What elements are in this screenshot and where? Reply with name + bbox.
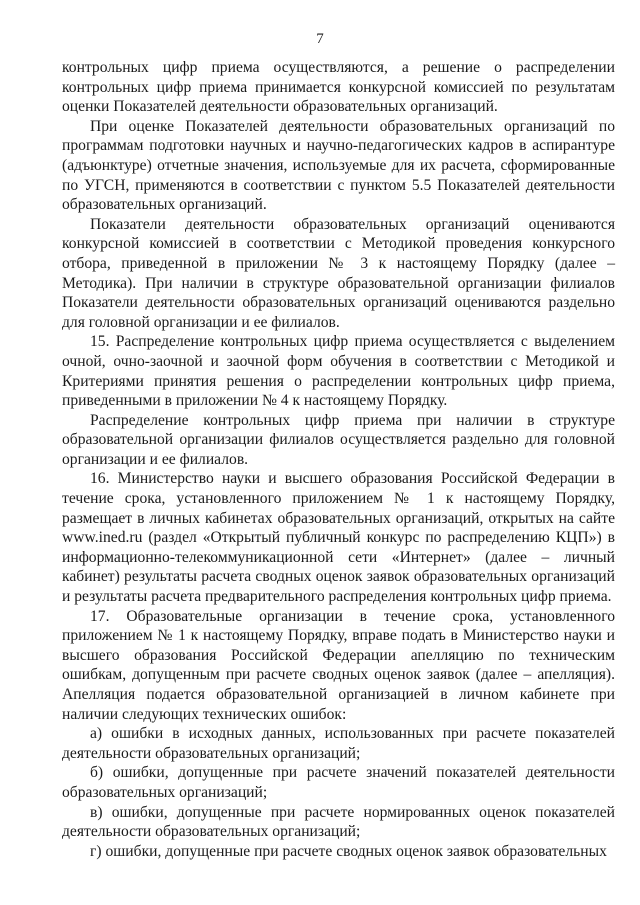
document-body	[62, 58, 615, 861]
paragraph-commission-evaluation: Показатели деятельности образовательных организаций оцениваются конкурсной комиссией в соответствии с Методикой проведения конкурсного отбора, приведенной в приложении № 3 к настоящему Порядку (далее – Методика). При наличии в структуре образовательной организации филиалов Показатели деятельности образовательных организаций оцениваются раздельно для головной организации и ее филиалов.	[62, 215, 615, 331]
paragraph-item-17: 17. Образовательные организации в течение срока, установленного приложением № 1 к настоящему Порядку, вправе подать в Министерство науки и высшего образования Российской Федерации апелляцию по техническим ошибкам, допущенным при расчете сводных оценок заявок (далее – апелляция). Апелляция подается образовательной организацией в личном кабинете при наличии следующих технических ошибок:	[62, 607, 615, 723]
list-item-g: г) ошибки, допущенные при расчете сводных оценок заявок образовательных	[90, 842, 607, 860]
page-number: 7	[316, 31, 324, 47]
paragraph-item-15: 15. Распределение контрольных цифр приема осуществляется с выделением очной, очно-заочной и заочной форм обучения в соответствии с Методикой и Критериями принятия решения о распределении контрольных цифр приема, приведенными в приложении № 4 к настоящему Порядку.	[62, 333, 615, 410]
list-item-a: а) ошибки в исходных данных, использованных при расчете показателей деятельности образовательных организаций;	[62, 725, 615, 762]
paragraph-item-16: 16. Министерство науки и высшего образования Российской Федерации в течение срока, установленного приложением № 1 к настоящему Порядку, размещает в личных кабинетах образовательных организаций, открытых на сайте www.ined.ru (раздел «Открытый публичный конкурс по распределению КЦП») в информационно-телекоммуникационной сети «Интернет» (далее – личный кабинет) результаты расчета сводных оценок заявок образовательных организаций и результаты расчета предварительного распределения контрольных цифр приема.	[62, 470, 615, 606]
paragraph-branches-distribution: Распределение контрольных цифр приема при наличии в структуре образовательной организации филиалов осуществляется раздельно для головной организации и ее филиалов.	[62, 411, 615, 468]
paragraph-indicator-assessment: При оценке Показателей деятельности образовательных организаций по программам подготовки научных и научно-педагогических кадров в аспирантуре (адъюнктуре) отчетные значения, используемые для их расчета, сформированные по УГСН, применяются в соответствии с пунктом 5.5 Показателей деятельности образовательных организаций.	[62, 117, 615, 214]
paragraph-continuation: контрольных цифр приема осуществляются, а решение о распределении контрольных цифр приема принимается конкурсной комиссией по результатам оценки Показателей деятельности образовательных организаций.	[62, 59, 615, 116]
list-item-v: в) ошибки, допущенные при расчете нормированных оценок показателей деятельности образовательных организаций;	[62, 803, 615, 841]
list-item-b: б) ошибки, допущенные при расчете значений показателей деятельности образовательных организаций;	[62, 764, 615, 801]
